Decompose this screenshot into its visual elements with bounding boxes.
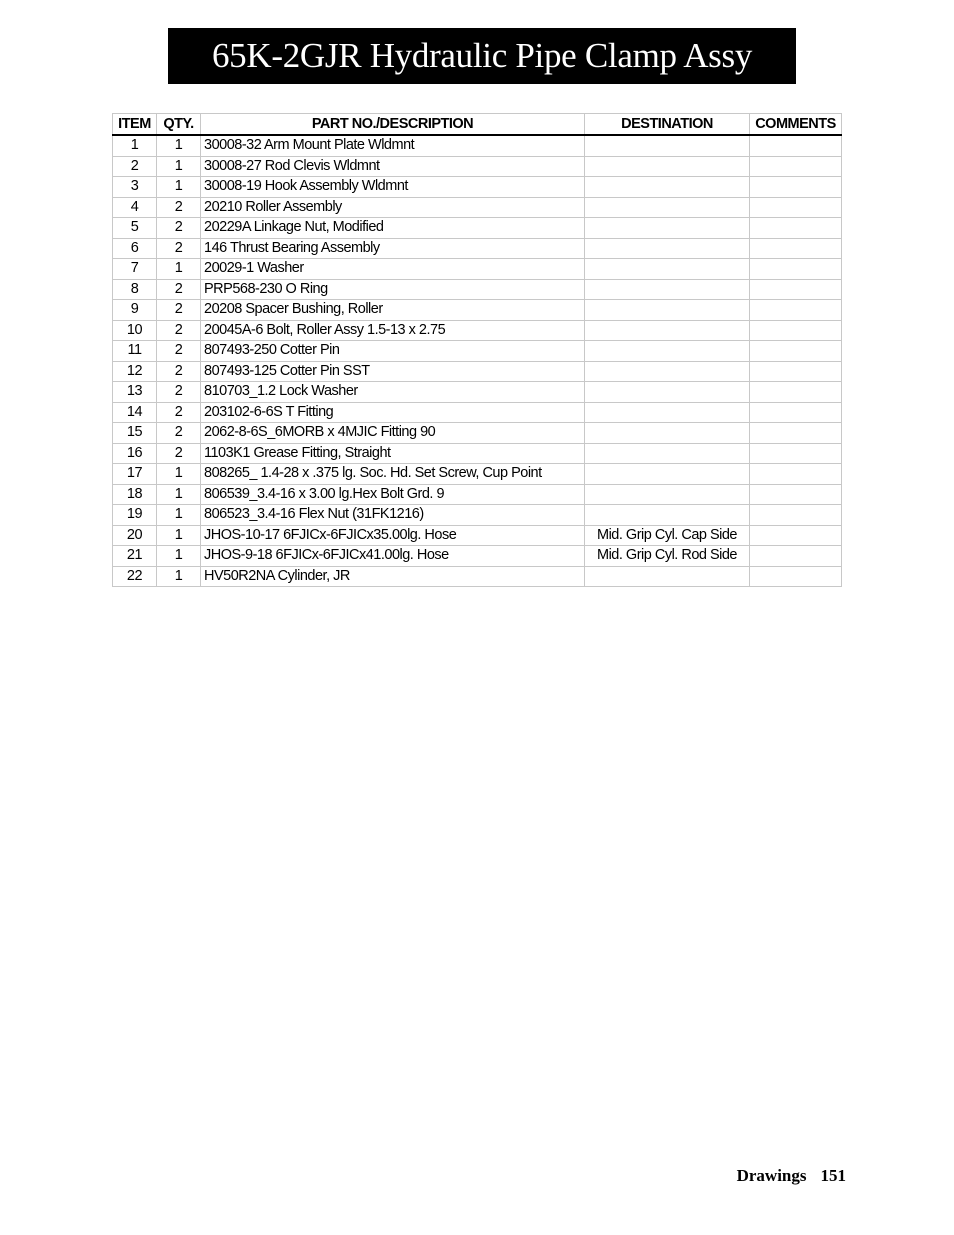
cell-destination	[585, 238, 750, 259]
cell-destination	[585, 566, 750, 587]
cell-comments	[750, 259, 842, 280]
cell-item: 3	[113, 177, 157, 198]
table-row	[113, 177, 842, 198]
table-row	[113, 279, 842, 300]
cell-qty: 2	[157, 341, 201, 362]
cell-comments	[750, 484, 842, 505]
header-comments: COMMENTS	[750, 114, 842, 136]
cell-destination	[585, 505, 750, 526]
table-row	[113, 259, 842, 280]
cell-destination	[585, 464, 750, 485]
cell-destination	[585, 341, 750, 362]
cell-description: PRP568-230 O Ring	[201, 279, 585, 300]
cell-description: 20210 Roller Assembly	[201, 197, 585, 218]
cell-destination: Mid. Grip Cyl. Rod Side	[585, 546, 750, 567]
table-row	[113, 505, 842, 526]
cell-comments	[750, 300, 842, 321]
cell-description: 2062-8-6S_6MORB x 4MJIC Fitting 90	[201, 423, 585, 444]
cell-qty: 1	[157, 484, 201, 505]
table-row	[113, 464, 842, 485]
cell-description: 30008-19 Hook Assembly Wldmnt	[201, 177, 585, 198]
cell-comments	[750, 505, 842, 526]
cell-item: 1	[113, 135, 157, 156]
cell-destination	[585, 402, 750, 423]
header-qty: QTY.	[157, 114, 201, 136]
cell-destination	[585, 197, 750, 218]
cell-comments	[750, 135, 842, 156]
cell-comments	[750, 443, 842, 464]
cell-description: 203102-6-6S T Fitting	[201, 402, 585, 423]
cell-description: 806523_3.4-16 Flex Nut (31FK1216)	[201, 505, 585, 526]
cell-description: 30008-27 Rod Clevis Wldmnt	[201, 156, 585, 177]
cell-item: 20	[113, 525, 157, 546]
header-destination: DESTINATION	[585, 114, 750, 136]
cell-comments	[750, 156, 842, 177]
table-row	[113, 238, 842, 259]
cell-destination	[585, 300, 750, 321]
table-header-row	[113, 114, 842, 136]
cell-qty: 2	[157, 361, 201, 382]
cell-qty: 2	[157, 279, 201, 300]
cell-item: 8	[113, 279, 157, 300]
table-row	[113, 320, 842, 341]
cell-description: JHOS-10-17 6FJICx-6FJICx35.00lg. Hose	[201, 525, 585, 546]
cell-qty: 1	[157, 259, 201, 280]
cell-item: 2	[113, 156, 157, 177]
page-footer	[737, 1166, 846, 1186]
header-item: ITEM	[113, 114, 157, 136]
cell-description: HV50R2NA Cylinder, JR	[201, 566, 585, 587]
cell-description: 810703_1.2 Lock Washer	[201, 382, 585, 403]
cell-description: 20208 Spacer Bushing, Roller	[201, 300, 585, 321]
footer-section-label: Drawings	[736, 1166, 807, 1185]
cell-comments	[750, 218, 842, 239]
table-row	[113, 156, 842, 177]
cell-comments	[750, 566, 842, 587]
cell-item: 12	[113, 361, 157, 382]
cell-destination	[585, 218, 750, 239]
table-row	[113, 443, 842, 464]
cell-item: 15	[113, 423, 157, 444]
cell-destination	[585, 320, 750, 341]
cell-qty: 1	[157, 156, 201, 177]
cell-description: 807493-250 Cotter Pin	[201, 341, 585, 362]
table-row	[113, 402, 842, 423]
table-row	[113, 361, 842, 382]
cell-comments	[750, 197, 842, 218]
cell-qty: 2	[157, 300, 201, 321]
cell-comments	[750, 341, 842, 362]
cell-qty: 2	[157, 218, 201, 239]
cell-qty: 2	[157, 197, 201, 218]
cell-comments	[750, 423, 842, 444]
cell-qty: 1	[157, 135, 201, 156]
cell-item: 18	[113, 484, 157, 505]
table-row	[113, 218, 842, 239]
cell-qty: 1	[157, 464, 201, 485]
table-row	[113, 525, 842, 546]
cell-description: 20029-1 Washer	[201, 259, 585, 280]
cell-description: 146 Thrust Bearing Assembly	[201, 238, 585, 259]
cell-item: 5	[113, 218, 157, 239]
cell-qty: 1	[157, 525, 201, 546]
cell-comments	[750, 546, 842, 567]
cell-item: 10	[113, 320, 157, 341]
table-row	[113, 546, 842, 567]
cell-qty: 2	[157, 238, 201, 259]
cell-qty: 1	[157, 177, 201, 198]
cell-item: 14	[113, 402, 157, 423]
cell-comments	[750, 402, 842, 423]
table-row	[113, 566, 842, 587]
cell-item: 4	[113, 197, 157, 218]
cell-description: 1103K1 Grease Fitting, Straight	[201, 443, 585, 464]
cell-item: 11	[113, 341, 157, 362]
cell-comments	[750, 525, 842, 546]
cell-comments	[750, 238, 842, 259]
cell-qty: 2	[157, 423, 201, 444]
cell-destination	[585, 382, 750, 403]
cell-item: 6	[113, 238, 157, 259]
cell-destination	[585, 361, 750, 382]
table-row	[113, 382, 842, 403]
cell-item: 21	[113, 546, 157, 567]
table-row	[113, 135, 842, 156]
cell-comments	[750, 320, 842, 341]
cell-description: 20229A Linkage Nut, Modified	[201, 218, 585, 239]
cell-comments	[750, 279, 842, 300]
cell-qty: 2	[157, 320, 201, 341]
table-row	[113, 197, 842, 218]
table-row	[113, 300, 842, 321]
cell-qty: 2	[157, 382, 201, 403]
cell-description: 808265_ 1.4-28 x .375 lg. Soc. Hd. Set Screw, Cup Point	[201, 464, 585, 485]
header-description: PART NO./DESCRIPTION	[201, 114, 585, 136]
cell-description: 806539_3.4-16 x 3.00 lg.Hex Bolt Grd. 9	[201, 484, 585, 505]
cell-item: 22	[113, 566, 157, 587]
cell-description: 20045A-6 Bolt, Roller Assy 1.5-13 x 2.75	[201, 320, 585, 341]
cell-item: 9	[113, 300, 157, 321]
parts-table-body	[113, 135, 842, 587]
cell-comments	[750, 361, 842, 382]
cell-description: 807493-125 Cotter Pin SST	[201, 361, 585, 382]
cell-comments	[750, 464, 842, 485]
parts-table	[112, 113, 842, 587]
page-number: 151	[820, 1166, 846, 1185]
page-title: 65K-2GJR Hydraulic Pipe Clamp Assy	[168, 28, 796, 84]
cell-item: 7	[113, 259, 157, 280]
cell-destination	[585, 443, 750, 464]
cell-description: JHOS-9-18 6FJICx-6FJICx41.00lg. Hose	[201, 546, 585, 567]
cell-destination	[585, 423, 750, 444]
table-row	[113, 484, 842, 505]
cell-destination	[585, 156, 750, 177]
cell-comments	[750, 382, 842, 403]
cell-destination	[585, 177, 750, 198]
cell-item: 16	[113, 443, 157, 464]
cell-qty: 2	[157, 402, 201, 423]
table-row	[113, 423, 842, 444]
cell-qty: 2	[157, 443, 201, 464]
cell-destination: Mid. Grip Cyl. Cap Side	[585, 525, 750, 546]
cell-qty: 1	[157, 505, 201, 526]
table-row	[113, 341, 842, 362]
cell-item: 19	[113, 505, 157, 526]
cell-destination	[585, 279, 750, 300]
cell-destination	[585, 484, 750, 505]
cell-item: 17	[113, 464, 157, 485]
cell-destination	[585, 259, 750, 280]
cell-item: 13	[113, 382, 157, 403]
cell-description: 30008-32 Arm Mount Plate Wldmnt	[201, 135, 585, 156]
cell-destination	[585, 135, 750, 156]
cell-qty: 1	[157, 546, 201, 567]
cell-comments	[750, 177, 842, 198]
cell-qty: 1	[157, 566, 201, 587]
